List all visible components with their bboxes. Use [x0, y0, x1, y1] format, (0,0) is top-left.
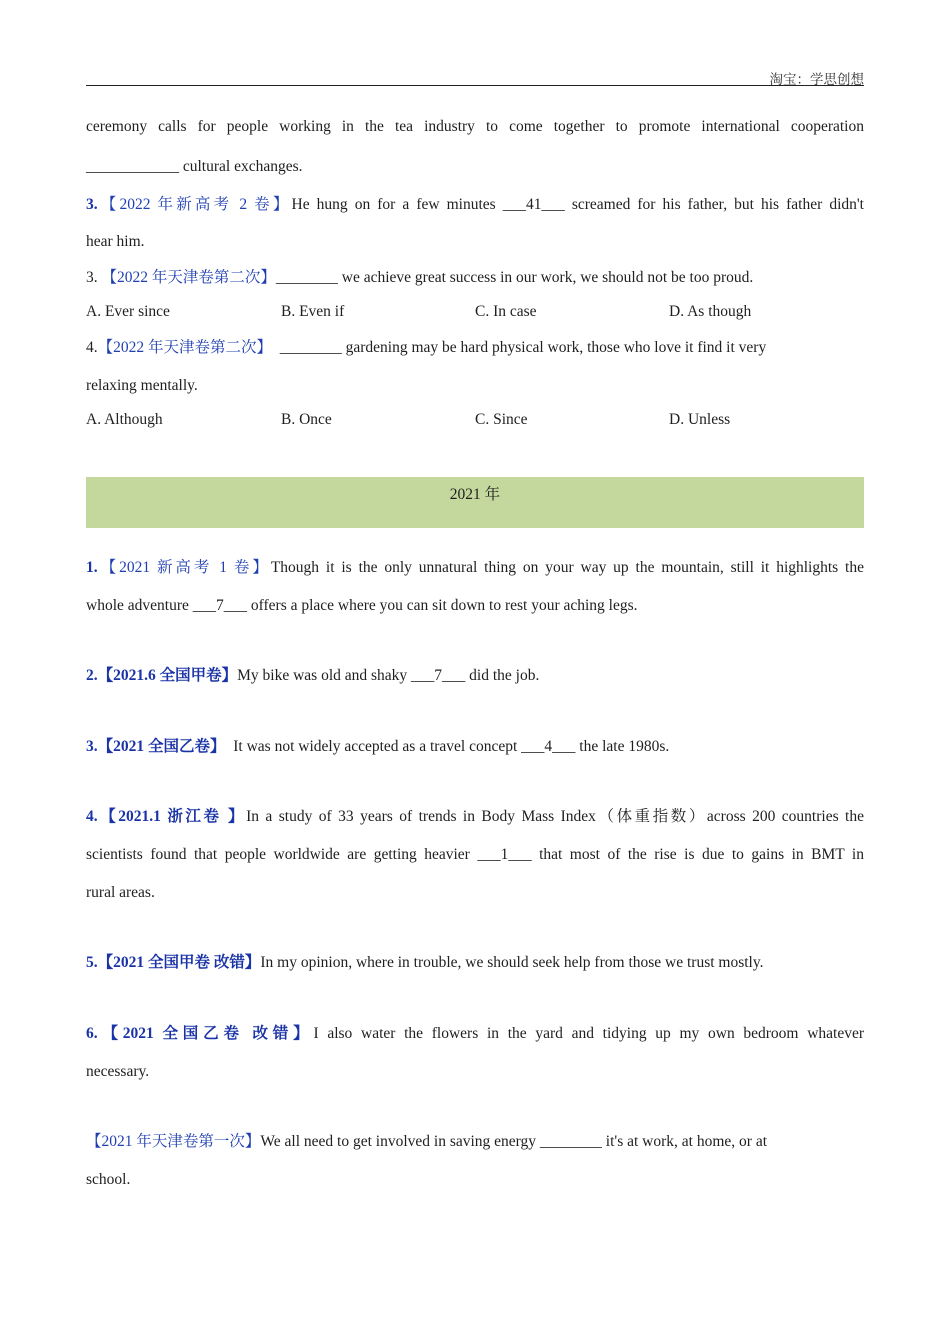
- question-source-label: 【2021 新高考 1 卷】: [97, 559, 271, 576]
- question-text: In a study of 33 years of trends in Body Mass Index（体重指数）across 200 countries the: [246, 808, 864, 825]
- question-2021-3: [86, 737, 864, 757]
- question-number: 3.: [86, 196, 98, 213]
- option-c: C. Since: [475, 411, 528, 428]
- question-2022-4-line2: relaxing mentally.: [86, 377, 198, 394]
- question-text: My bike was old and shaky ___7___ did the job.: [237, 667, 540, 684]
- question-2021-4-line3: rural areas.: [86, 884, 155, 901]
- section-header-2021: [86, 477, 864, 528]
- question-2021-tianjin: [86, 1132, 864, 1152]
- question-source-label: 【2022 年天津卷第二次】: [101, 269, 276, 286]
- question-text: In my opinion, where in trouble, we should seek help from those we trust mostly.: [260, 954, 764, 971]
- question-number: 1.: [86, 559, 98, 576]
- top-line-1: ceremony calls for people working in the tea industry to come together to promote international cooperation: [86, 118, 864, 135]
- question-source-label: 【2022 年新高考 2 卷】: [97, 196, 292, 213]
- option-d: D. As though: [669, 303, 752, 320]
- option-d: D. Unless: [669, 411, 731, 428]
- question-source-label: 4.【2021.1 浙江卷 】: [86, 808, 247, 825]
- question-2022-3a: [86, 195, 864, 215]
- question-source-label: 【2022 年天津卷第二次】: [97, 339, 273, 356]
- question-source-label: 6.【2021 全国乙卷 改错】: [86, 1025, 314, 1042]
- question-text: ________ we achieve great success in our work, we should not be too proud.: [275, 269, 754, 286]
- question-2022-3b: [86, 268, 864, 288]
- question-text: We all need to get involved in saving energy ________ it's at work, at home, or at: [260, 1133, 768, 1150]
- question-2021-1-line2: whole adventure ___7___ offers a place where you can sit down to rest your aching legs.: [86, 597, 638, 614]
- question-text: ________ gardening may be hard physical work, those who love it find it very: [272, 339, 767, 356]
- question-2021-4-line2: scientists found that people worldwide are getting heavier ___1___ that most of the rise is due to gains in BMT in: [86, 846, 864, 863]
- question-text: I also water the flowers in the yard and tidying up my own bedroom whatever: [313, 1025, 864, 1042]
- question-2021-tianjin-line2: school.: [86, 1171, 131, 1188]
- top-line-2: ____________ cultural exchanges.: [86, 158, 303, 175]
- question-2022-4-options: [86, 411, 864, 431]
- question-2021-6-line2: necessary.: [86, 1063, 150, 1080]
- question-text: He hung on for a few minutes ___41___ screamed for his father, but his father didn't: [291, 196, 864, 213]
- option-b: B. Even if: [281, 303, 345, 320]
- question-2022-3b-options: [86, 303, 864, 323]
- option-b: B. Once: [281, 411, 332, 428]
- header-label: 淘宝：学思创想: [769, 72, 864, 87]
- question-source-label: 【2021 年天津卷第一次】: [86, 1133, 261, 1150]
- question-2022-4: [86, 338, 864, 358]
- question-2022-3a-line2: hear him.: [86, 233, 145, 250]
- option-c: C. In case: [475, 303, 537, 320]
- header-divider: [86, 85, 864, 86]
- question-source-label: 2.【2021.6 全国甲卷】: [86, 667, 238, 684]
- question-2021-4: [86, 807, 864, 827]
- question-2021-2: [86, 666, 864, 686]
- question-number: 3.: [86, 269, 102, 286]
- question-2021-5: [86, 953, 864, 973]
- question-text: It was not widely accepted as a travel concept ___4___ the late 1980s.: [225, 738, 670, 755]
- question-number: 4.: [86, 339, 98, 356]
- question-text: Though it is the only unnatural thing on your way up the mountain, still it highlights the: [270, 559, 864, 576]
- question-2021-6: [86, 1024, 864, 1044]
- option-a: A. Although: [86, 411, 163, 428]
- question-source-label: 3.【2021 全国乙卷】: [86, 738, 226, 755]
- option-a: A. Ever since: [86, 303, 170, 320]
- section-title: 2021 年: [449, 486, 501, 503]
- question-2021-1: [86, 558, 864, 578]
- question-source-label: 5.【2021 全国甲卷 改错】: [86, 954, 261, 971]
